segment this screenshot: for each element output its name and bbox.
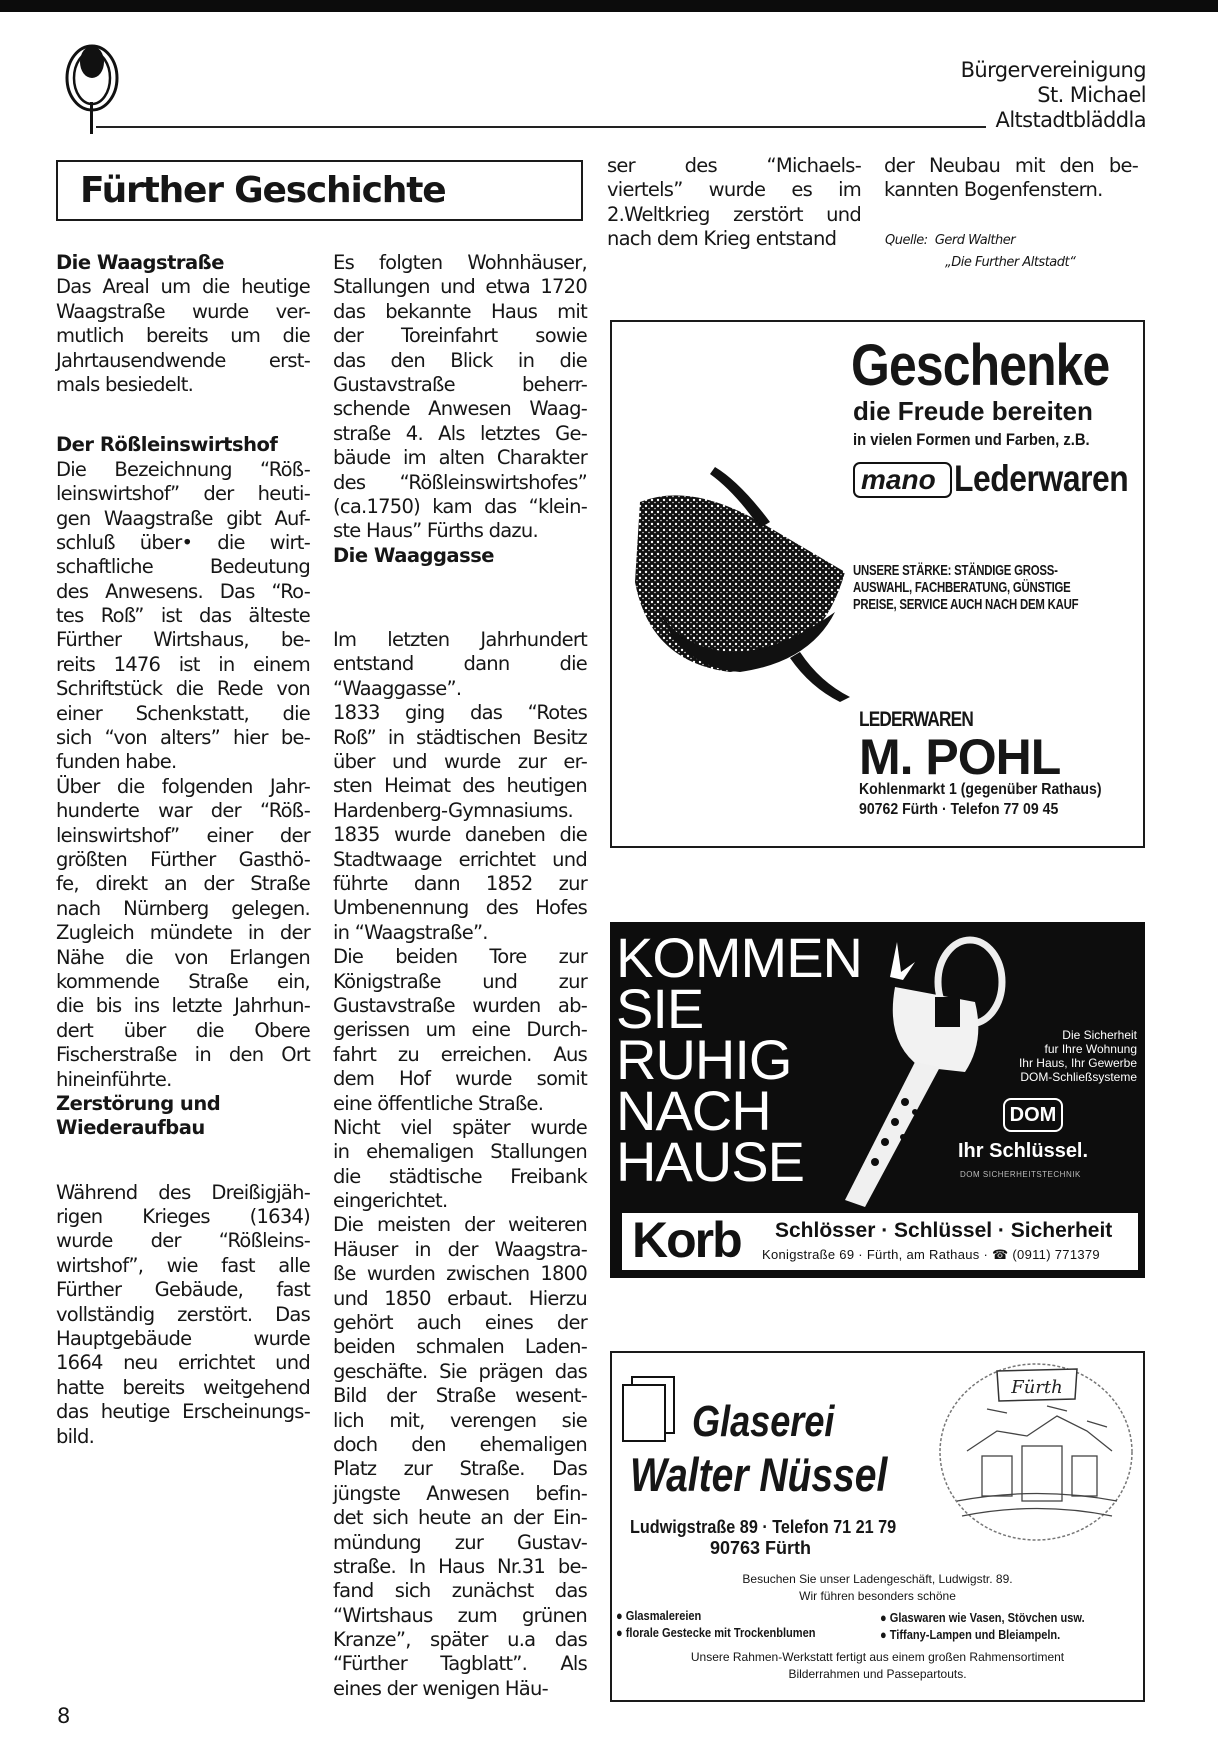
section-heading [56, 433, 310, 457]
brand-logo-text: mano [861, 464, 936, 495]
text-line: schende Anwesen Waag- [333, 397, 587, 421]
text-line: Während des Dreißigjäh- [56, 1180, 310, 1204]
text-line: dert über die Obere [56, 1018, 310, 1042]
headline-line: RUHIG [616, 1028, 792, 1091]
dom-logo: DOM [1003, 1098, 1063, 1132]
text-line: der Toreinfahrt sowie [333, 324, 587, 348]
text-line: dem Hof wurde somit [333, 1067, 587, 1091]
text-line: 1835 wurde daneben die [333, 823, 587, 847]
paragraph [333, 251, 587, 544]
paragraph [333, 945, 587, 1116]
text-line: 2.Weltkrieg zerstört und [607, 202, 861, 226]
section-heading [56, 1092, 310, 1141]
ad-shop-name: Korb [632, 1212, 741, 1268]
bullet-text: Glaswaren wie Vasen, Stövchen usw. [889, 1610, 1085, 1625]
text-line: mutlich bereits um die [56, 324, 310, 348]
brand-category: Lederwaren [954, 458, 1129, 499]
text-line: fand sich zunächst das [333, 1579, 587, 1603]
text-line: Platz zur Straße. Das [333, 1457, 587, 1481]
header-rule [96, 126, 986, 128]
paragraph [333, 1116, 587, 1214]
text-line: kannten Bogenfenstern. [884, 178, 1103, 202]
text-line: Schriftstück die Rede von [56, 677, 310, 701]
text-line: tes Roß” ist das älteste [56, 604, 310, 628]
text-line: ser des “Michaels- [607, 154, 861, 177]
text-line: wurde der “Rößleins- [56, 1229, 310, 1253]
text-line: gehört auch eines der [333, 1311, 587, 1335]
article-title: Fürther Geschichte [80, 170, 446, 211]
side-line: Die Sicherheit [1062, 1028, 1137, 1042]
ad-glaserei-nuessel [610, 1351, 1145, 1702]
bullet-item: ● florale Gestecke mit Trockenblumen [616, 1625, 816, 1640]
headline-line: HAUSE [616, 1130, 804, 1193]
text-line: ße wurden zwischen 1800 [333, 1262, 587, 1286]
bullet-text: florale Gestecke mit Trockenblumen [625, 1625, 816, 1640]
text-line: das bekannte Haus mit [333, 299, 587, 323]
text-line: fahrt zu erreichen. Aus [333, 1042, 587, 1066]
ad-tagline: in vielen Formen und Farben, z.B. [853, 430, 1090, 449]
footer-line: Bilderrahmen und Passepartouts. [788, 1667, 967, 1681]
text-line: Häuser in der Waagstra- [333, 1237, 587, 1261]
text-line: des Anwesens. Das “Ro- [56, 579, 310, 603]
text-line: mals besiedelt. [56, 372, 194, 396]
text-line: Das Areal um die heutige [56, 275, 310, 299]
text-line: 1833 ging das “Rotes [333, 701, 587, 725]
text-line: jüngste Anwesen befin- [333, 1481, 587, 1505]
text-line: leinswirtshof” einer der [56, 823, 310, 847]
text-line: Umbenennung des Hofes [333, 896, 587, 920]
text-line: nach dem Krieg entstand [607, 227, 837, 251]
ad-subline: die Freude bereiten [853, 396, 1093, 426]
text-line: schaftliche Bedeutung [56, 555, 310, 579]
ad-korb-schluessel [610, 922, 1145, 1278]
text-line: sten Heimat des heutigen [333, 774, 587, 798]
strength-line: PREISE, SERVICE AUCH NACH DEM KAUF [853, 596, 1079, 613]
text-line: gen Waagstraße gibt Auf- [56, 506, 310, 530]
ad-line2: Walter Nüssel [630, 1448, 888, 1501]
ad-shop-bar [622, 1213, 1138, 1270]
glass-pane-icon [620, 1375, 678, 1443]
text-line: Nähe die von Erlangen [56, 945, 310, 969]
article-column-4 [884, 154, 1138, 203]
text-line: hunderte war der “Röß- [56, 799, 310, 823]
paragraph [333, 701, 587, 823]
text-line: Stadtwaage errichtet und [333, 847, 587, 871]
section-heading [333, 544, 587, 568]
headline-line: SIE [616, 977, 704, 1040]
text-line: Gustavstraße beherr- [333, 372, 587, 396]
text-line: (ca.1750) kam das “klein- [333, 494, 587, 518]
text-line: beiden schmalen Laden- [333, 1335, 587, 1359]
intro-line: Besuchen Sie unser Ladengeschäft, Ludwigstr. 89. [742, 1572, 1013, 1586]
source-author: Gerd Walther [934, 233, 1016, 248]
text-line: bild. [56, 1424, 95, 1448]
text-line: “Wirtshaus zum grünen [333, 1603, 587, 1627]
side-line: Ihr Haus, Ihr Gewerbe [1018, 1056, 1137, 1070]
text-line: kommende Straße ein, [56, 969, 310, 993]
heading-line: Zerstörung und [56, 1091, 221, 1115]
text-line: Kranze”, später u.a das [333, 1628, 587, 1652]
text-line: Im letzten Jahrhundert [333, 628, 587, 652]
paragraph [56, 1181, 310, 1449]
ad-slogan: Ihr Schlüssel. [958, 1140, 1089, 1162]
text-line: Die meisten der weiteren [333, 1213, 587, 1237]
paragraph [56, 775, 310, 1092]
headline-line: KOMMEN [616, 926, 862, 989]
heading-line: Die Waagstraße [56, 251, 224, 274]
ad-strengths [853, 562, 1078, 613]
text-line: schluß über• die wirt- [56, 530, 310, 554]
handbag-image-icon [620, 462, 870, 702]
bullet-text: Tiffany-Lampen und Bleiampeln. [889, 1627, 1061, 1642]
text-line: der Neubau mit den be- [884, 154, 1138, 177]
org-parish: St. Michael [1037, 83, 1146, 107]
text-line: Zugleich mündete in der [56, 921, 310, 945]
section-heading [56, 251, 310, 275]
text-line: mündung zur Gustav- [333, 1530, 587, 1554]
text-line: “Fürther Tagblatt”. Als [333, 1652, 587, 1676]
text-line: die städtische Freibank [333, 1164, 587, 1188]
text-line: straße. In Haus Nr.31 be- [333, 1554, 587, 1578]
text-line: straße 4. Als letztes Ge- [333, 421, 587, 445]
text-line: Fürther Wirtshaus, be- [56, 628, 310, 652]
association-logo-icon [52, 42, 132, 134]
article-column-2 [333, 251, 587, 1701]
address-line: Kohlenmarkt 1 (gegenüber Rathaus) [859, 781, 1102, 798]
strength-line: UNSERE STÄRKE: STÄNDIGE GROSS- [853, 562, 1058, 579]
ad-intro [612, 1571, 1143, 1605]
ad-sub-slogan: DOM SICHERHEITSTECHNIK [960, 1170, 1081, 1179]
text-line: nach Nürnberg gelegen. [56, 896, 310, 920]
text-line: die bis ins letzte Jahrhun- [56, 994, 310, 1018]
fuerth-emblem-icon [937, 1361, 1135, 1543]
org-name: Bürgervereinigung [960, 58, 1146, 82]
paragraph [56, 458, 310, 775]
text-line: Hauptgebäude wurde [56, 1327, 310, 1351]
text-line: Fürther Gebäude, fast [56, 1278, 310, 1302]
top-border-bar [0, 0, 1218, 12]
footer-line: Unsere Rahmen-Werkstatt fertigt aus einem großen Rahmensortiment [690, 1650, 1065, 1664]
text-line: funden habe. [56, 750, 177, 774]
ad-shop-name: M. POHL [859, 729, 1061, 785]
text-line: Hardenberg-Gymnasiums. [333, 798, 573, 822]
text-line: eingerichtet. [333, 1189, 448, 1213]
text-line: Nicht viel später wurde [333, 1115, 587, 1139]
ad-city: 90763 Fürth [710, 1538, 812, 1558]
text-line: viertels” wurde es im [607, 178, 861, 202]
text-line: Die Bezeichnung “Röß- [56, 457, 310, 481]
text-line: geschäfte. Sie prägen das [333, 1359, 587, 1383]
text-line: leinswirtshof” der heuti- [56, 482, 310, 506]
text-line: lich mit, verengen sie [333, 1408, 587, 1432]
text-line: Roß” in städtischen Besitz [333, 725, 587, 749]
text-line: Über die folgenden Jahr- [56, 774, 310, 798]
article-column-3 [607, 154, 861, 252]
text-line: Jahrtausendwende erst- [56, 348, 310, 372]
text-line: 1664 neu errichtet und [56, 1351, 310, 1375]
text-line: Königstraße und zur [333, 969, 587, 993]
ad-address: Konigstraße 69 · Fürth, am Rathaus · ☎ (0911) 771379 [762, 1247, 1100, 1262]
text-line: und 1850 erbaut. Hierzu [333, 1286, 587, 1310]
text-line: Fischerstraße in den Ort [56, 1043, 310, 1067]
heading-line: Wiederaufbau [56, 1116, 205, 1140]
text-line: hatte bereits weitgehend [56, 1375, 310, 1399]
text-line: das den Blick in die [333, 348, 587, 372]
text-line: in “Waagstraße”. [333, 920, 488, 944]
text-line: rigen Krieges (1634) [56, 1205, 310, 1229]
ad-address: Ludwigstraße 89 · Telefon 71 21 79 [630, 1517, 897, 1537]
text-line: einer Schenkstatt, die [56, 701, 310, 725]
source-label: Quelle: [885, 233, 928, 248]
heading-line: Der Rößleinswirtshof [56, 433, 278, 457]
text-line: “Waaggasse”. [333, 676, 462, 700]
text-line: sich “von alters” hier be- [56, 726, 310, 750]
text-line: reits 1476 ist in einem [56, 652, 310, 676]
publication-masthead [961, 58, 1146, 133]
text-line: bäude im alten Charakter [333, 446, 587, 470]
paragraph [607, 154, 861, 252]
text-line: gerissen um eine Durch- [333, 1018, 587, 1042]
ad-lederwaren-pohl [610, 320, 1145, 848]
bullet-item: ● Glaswaren wie Vasen, Stövchen usw. [880, 1610, 1085, 1625]
text-line: über und wurde zur er- [333, 750, 587, 774]
text-line: Es folgten Wohnhäuser, [333, 251, 587, 274]
ad-footer [612, 1649, 1143, 1683]
ad-headline: Geschenke [851, 333, 1110, 398]
text-line: wirtshof”, wie fast alle [56, 1253, 310, 1277]
article-title-box [56, 160, 583, 221]
text-line: das heutige Erscheinungs- [56, 1400, 310, 1424]
text-line: in ehemaligen Stallungen [333, 1140, 587, 1164]
bullet-item: ● Tiffany-Lampen und Bleiampeln. [880, 1627, 1061, 1642]
paragraph [333, 823, 587, 945]
text-line: eines der wenigen Häu- [333, 1676, 548, 1700]
headline-line: NACH [616, 1079, 771, 1142]
bullet-item: ● Glasmalereien [616, 1608, 702, 1623]
strength-line: AUSWAHL, FACHBERATUNG, GÜNSTIGE [853, 579, 1071, 596]
text-line: größten Fürther Gasthö- [56, 847, 310, 871]
ad-bullets-left [616, 1607, 816, 1641]
city-phone-line: 90762 Fürth · Telefon 77 09 45 [859, 801, 1059, 818]
side-line: fur Ihre Wohnung [1044, 1042, 1137, 1056]
text-line: det sich heute an der Ein- [333, 1506, 587, 1530]
text-line: führte dann 1852 zur [333, 871, 587, 895]
paragraph [333, 628, 587, 701]
text-line: ste Haus” Fürths dazu. [333, 519, 538, 543]
text-line: Bild der Straße wesent- [333, 1384, 587, 1408]
heading-line: Die Waaggasse [333, 543, 495, 567]
text-line: Waagstraße wurde ver- [56, 299, 310, 323]
intro-line: Wir führen besonders schöne [799, 1589, 956, 1603]
ad-category: LEDERWAREN [859, 708, 973, 731]
ad-services: Schlösser · Schlüssel · Sicherheit [775, 1219, 1113, 1242]
text-line: des “Rößleinswirtshofes” [333, 470, 587, 494]
text-line: Gustavstraße wurden ab- [333, 993, 587, 1017]
page-number: 8 [57, 1704, 71, 1728]
emblem-label: Fürth [1011, 1377, 1063, 1398]
text-line: hineinführte. [56, 1067, 172, 1091]
source-title: „Die Further Altstadt“ [945, 255, 1076, 270]
text-line: vollständig zerstört. Das [56, 1302, 310, 1326]
paragraph [56, 275, 310, 397]
paragraph [884, 154, 1138, 203]
bullet-text: Glasmalereien [625, 1608, 702, 1623]
text-line: eine öffentliche Straße. [333, 1091, 544, 1115]
paragraph [333, 1213, 587, 1701]
text-line: doch den ehemaligen [333, 1432, 587, 1456]
article-column-1 [56, 251, 310, 1449]
ad-side-text [1019, 1028, 1137, 1084]
side-line: DOM-Schließsysteme [1020, 1070, 1137, 1084]
ad-address [859, 780, 1102, 820]
text-line: Stallungen und etwa 1720 [333, 275, 587, 299]
ad-line1: Glaserei [692, 1397, 835, 1446]
publication-name: Altstadtbläddla [995, 108, 1146, 132]
text-line: Die beiden Tore zur [333, 945, 587, 969]
text-line: fe, direkt an der Straße [56, 872, 310, 896]
ad-bullets-right [880, 1609, 1085, 1643]
text-line: entstand dann die [333, 652, 587, 676]
source-citation [885, 230, 1075, 274]
